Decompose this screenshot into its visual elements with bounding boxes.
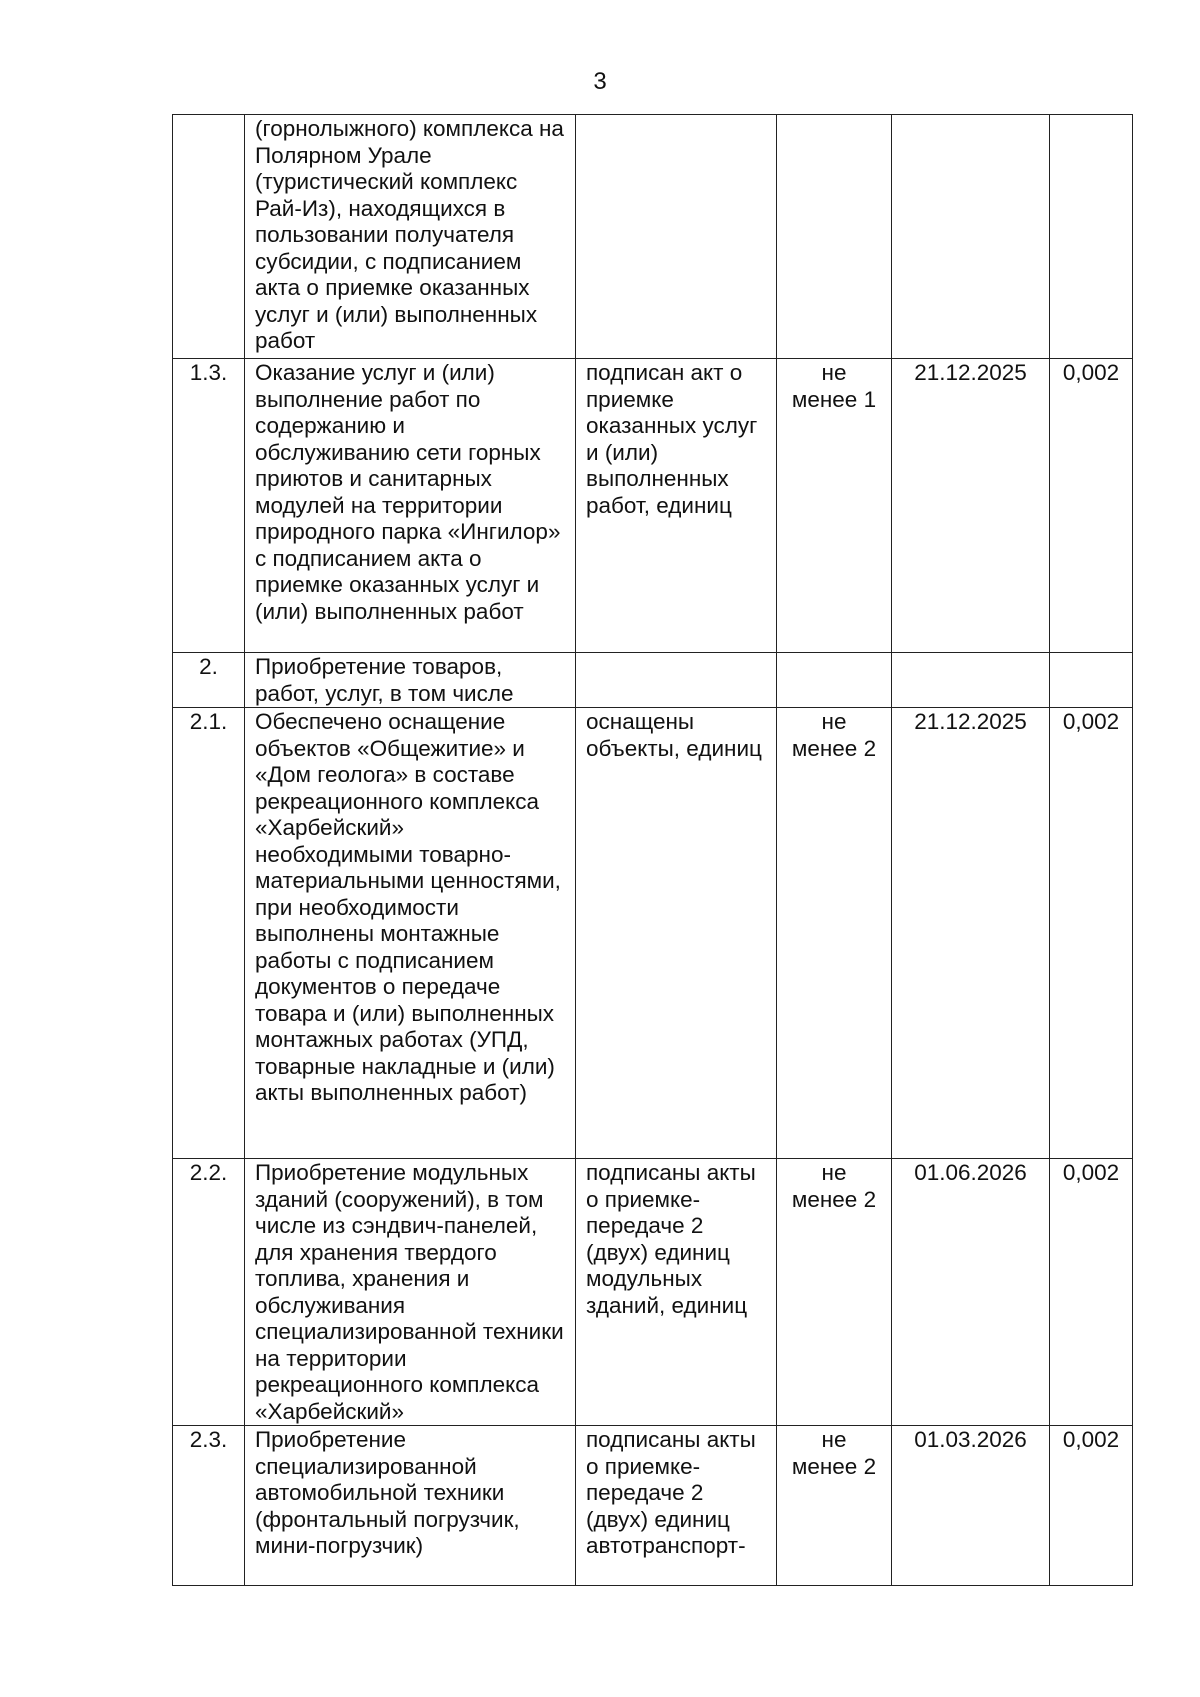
deadline-date-cell <box>892 653 1050 708</box>
value-cell: 0,002 <box>1050 359 1133 653</box>
table-row <box>173 115 1133 359</box>
measure-description-cell: Приобретение специализированной автомобильной техники (фронтальный погрузчик, мини-погрузчик) <box>245 1426 576 1586</box>
value-cell <box>1050 115 1133 359</box>
deadline-date-cell: 21.12.2025 <box>892 708 1050 1159</box>
value-cell <box>1050 653 1133 708</box>
row-number-cell: 2. <box>173 653 245 708</box>
table-row <box>173 708 1133 1159</box>
measure-description-cell: Обеспечено оснащение объектов «Общежитие» и «Дом геолога» в составе рекреационного комплекса «Харбейский» необходимыми товарно-материальными ценностями, при необходимости выполнены монтажные работы с подписанием документов о передаче товара и (или) выполненных монтажных работах (УПД, товарные накладные и (или) акты выполненных работ) <box>245 708 576 1159</box>
table-row <box>173 653 1133 708</box>
result-indicator-cell <box>576 653 777 708</box>
quantity-cell <box>777 115 892 359</box>
quantity-cell: не менее 1 <box>777 359 892 653</box>
quantity-cell: не менее 2 <box>777 1159 892 1426</box>
row-number-cell: 2.2. <box>173 1159 245 1426</box>
deadline-date-cell: 21.12.2025 <box>892 359 1050 653</box>
quantity-cell: не менее 2 <box>777 1426 892 1586</box>
measure-description-cell: Оказание услуг и (или) выполнение работ по содержанию и обслуживанию сети горных приютов и санитарных модулей на территории природного парка «Ингилор» с подписанием акта о приемке оказанных услуг и (или) выполненных работ <box>245 359 576 653</box>
measure-description-cell: (горнолыжного) комплекса на Полярном Урале (туристический комплекс Рай-Из), находящихся в пользовании получателя субсидии, с подписанием акта о приемке оказанных услуг и (или) выполненных работ <box>245 115 576 359</box>
table-row <box>173 359 1133 653</box>
value-cell: 0,002 <box>1050 1159 1133 1426</box>
result-indicator-cell: подписаны акты о приемке-передаче 2 (двух) единиц модульных зданий, единиц <box>576 1159 777 1426</box>
row-number-cell: 2.3. <box>173 1426 245 1586</box>
quantity-cell: не менее 2 <box>777 708 892 1159</box>
deadline-date-cell <box>892 115 1050 359</box>
deadline-date-cell: 01.06.2026 <box>892 1159 1050 1426</box>
result-indicator-cell: подписан акт о приемке оказанных услуг и (или) выполненных работ, единиц <box>576 359 777 653</box>
row-number-cell <box>173 115 245 359</box>
table-row <box>173 1159 1133 1426</box>
result-indicator-cell: оснащены объекты, единиц <box>576 708 777 1159</box>
measure-description-cell: Приобретение модульных зданий (сооружений), в том числе из сэндвич-панелей, для хранения твердого топлива, хранения и обслуживания специализированной техники на территории рекреационного комплекса «Харбейский» <box>245 1159 576 1426</box>
table-row <box>173 1426 1133 1586</box>
deadline-date-cell: 01.03.2026 <box>892 1426 1050 1586</box>
result-indicator-cell <box>576 115 777 359</box>
value-cell: 0,002 <box>1050 708 1133 1159</box>
row-number-cell: 1.3. <box>173 359 245 653</box>
page-number: 3 <box>593 68 607 95</box>
quantity-cell <box>777 653 892 708</box>
value-cell: 0,002 <box>1050 1426 1133 1586</box>
measure-description-cell: Приобретение товаров, работ, услуг, в том числе <box>245 653 576 708</box>
row-number-cell: 2.1. <box>173 708 245 1159</box>
measures-table <box>172 114 1133 1586</box>
result-indicator-cell: подписаны акты о приемке-передаче 2 (двух) единиц автотранспорт- <box>576 1426 777 1586</box>
